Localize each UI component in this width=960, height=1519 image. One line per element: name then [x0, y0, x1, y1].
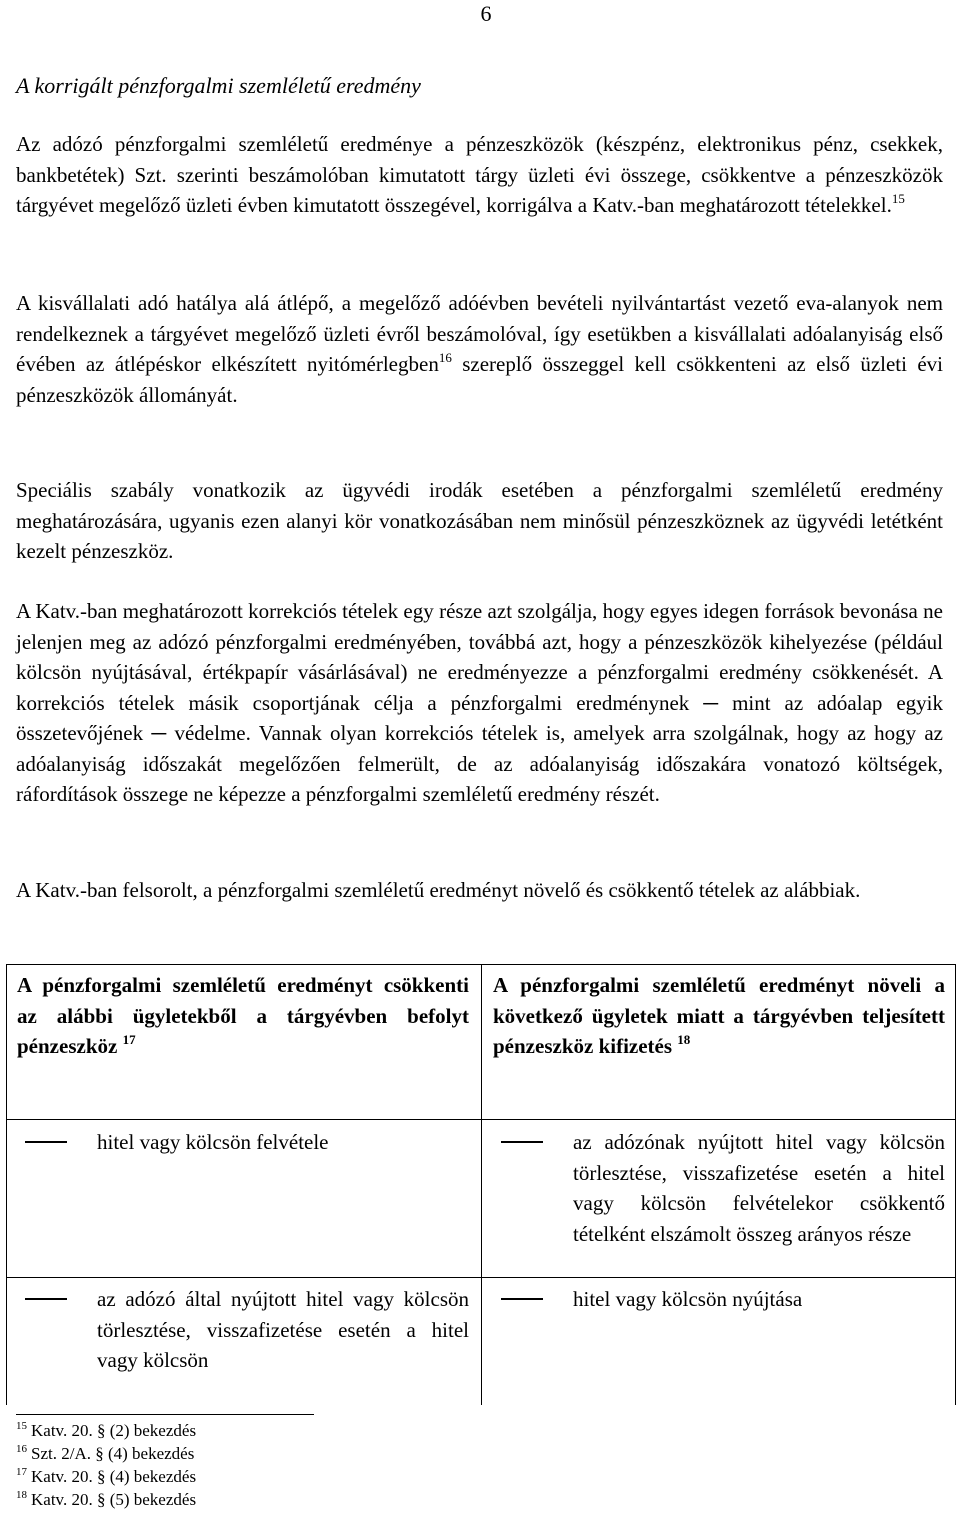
paragraph-corrections: A Katv.-ban meghatározott korrekciós tételek egy része azt szolgálja, hogy egyes idegen források bevonása ne jelenjen meg az adózó pénzforgalmi eredményében, továbbá azt, hogy a pénzeszközök kihelyezése (például kölcsön nyújtásával, értékpapír vásárlásával) ne eredményezze a pénzforgalmi eredmény csökkenését. A korrekciós tételek másik csoportjának célja a pénzforgalmi eredménynek ─ mint az adóalap egyik összetevőjének ─ védelme. Vannak olyan korrekciós tételek is, amelyek arra szolgálnak, hogy az hogy az adóalanyiság időszakát megelőzően felmerült, de az adóalanyiság időszakára vonatozó költségek, ráfordítások összege ne képezze a pénzforgalmi szemléletű eredmény részét. [16, 599, 943, 806]
footnote-text: Katv. 20. § (4) bekezdés [31, 1467, 197, 1486]
paragraph-eva-transition [16, 288, 943, 410]
item-text: hitel vagy kölcsön nyújtása [573, 1287, 803, 1311]
footnote-number: 18 [16, 1489, 27, 1501]
paragraph-text: szereplő összeggel kell csökkenteni az első üzleti évi pénzeszközök állományát. [16, 352, 943, 407]
item-text: az adózó által nyújtott hitel vagy kölcsön törlesztése, visszafizetése esetén a hitel vagy kölcsön [97, 1287, 469, 1372]
table-column-divider [481, 965, 482, 1405]
footnote-text: Katv. 20. § (5) bekezdés [31, 1490, 197, 1509]
paragraph-definition [16, 129, 943, 221]
footnote-number: 15 [16, 1420, 27, 1432]
correction-items-table [6, 964, 956, 1405]
footnote-number: 17 [16, 1466, 27, 1478]
dash-bullet [501, 1298, 543, 1300]
section-heading: A korrigált pénzforgalmi szemléletű eredmény [16, 73, 421, 98]
item-text: hitel vagy kölcsön felvétele [97, 1130, 329, 1154]
table-header-decreasing [17, 970, 469, 1062]
paragraph-list-intro: A Katv.-ban felsorolt, a pénzforgalmi szemléletű eredményt növelő és csökkentő tételek az alábbiak. [16, 878, 861, 902]
table-item-decreasing-loan-taken [25, 1127, 469, 1287]
footnote-ref: 16 [438, 350, 452, 365]
footnote-17 [16, 1465, 416, 1488]
footnote-18 [16, 1488, 416, 1511]
dash-bullet [25, 1298, 67, 1300]
page-number: 6 [480, 1, 492, 26]
header-text: A pénzforgalmi szemléletű eredményt növeli a következő ügyletek miatt a tárgyévben teljesített pénzeszköz kifizetés [493, 973, 945, 1058]
table-item-decreasing-loan-repayment-received [25, 1284, 469, 1404]
paragraph-text: A kisvállalati adó hatálya alá átlépő, a megelőző adóévben bevételi nyilvántartást vezető eva-alanyok nem rendelkeznek a tárgyévet megelőző üzleti évről beszámolóval, így esetükben a kisvállalati adóalanyiság első évében az átlépéskor elkészített nyitómérlegben [16, 291, 943, 376]
table-item-increasing-loan-repaid [501, 1127, 945, 1287]
footnote-separator [16, 1414, 314, 1415]
dash-bullet [501, 1141, 543, 1143]
footnote-text: Szt. 2/A. § (4) bekezdés [31, 1444, 195, 1463]
paragraph-text: Az adózó pénzforgalmi szemléletű eredménye a pénzeszközök (készpénz, elektronikus pénz, csekkek, bankbetétek) Szt. szerinti beszámolóban kimutatott tárgy üzleti évi összege, csökkentve a pénzeszközök tárgyévet megelőző üzleti évben kimutatott összegével, korrigálva a Katv.-ban meghatározott tételekkel. [16, 132, 943, 217]
table-header-increasing [493, 970, 945, 1062]
footnote-15 [16, 1419, 416, 1442]
table-item-increasing-loan-granted [501, 1284, 945, 1404]
table-row-border [7, 1277, 955, 1278]
header-text: A pénzforgalmi szemléletű eredményt csökkenti az alábbi ügyletekből a tárgyévben befolyt pénzeszköz [17, 973, 469, 1058]
table-row-border [7, 1119, 955, 1120]
footnote-ref: 17 [122, 1032, 136, 1047]
item-text: az adózónak nyújtott hitel vagy kölcsön törlesztése, visszafizetése esetén a hitel vagy kölcsön felvételekor csökkentő tételként elszámolt összeg arányos része [573, 1130, 945, 1246]
paragraph-law-firms: Speciális szabály vonatkozik az ügyvédi irodák esetében a pénzforgalmi szemléletű eredmény meghatározására, ugyanis ezen alanyi kör vonatkozásában nem minősül pénzeszköznek az ügyvédi letétként kezelt pénzeszköz. [16, 478, 943, 563]
footnote-number: 16 [16, 1443, 27, 1455]
footnote-text: Katv. 20. § (2) bekezdés [31, 1421, 197, 1440]
footnote-ref: 15 [891, 191, 905, 206]
footnote-ref: 18 [677, 1032, 691, 1047]
dash-bullet [25, 1141, 67, 1143]
footnotes [16, 1419, 416, 1511]
footnote-16 [16, 1442, 416, 1465]
